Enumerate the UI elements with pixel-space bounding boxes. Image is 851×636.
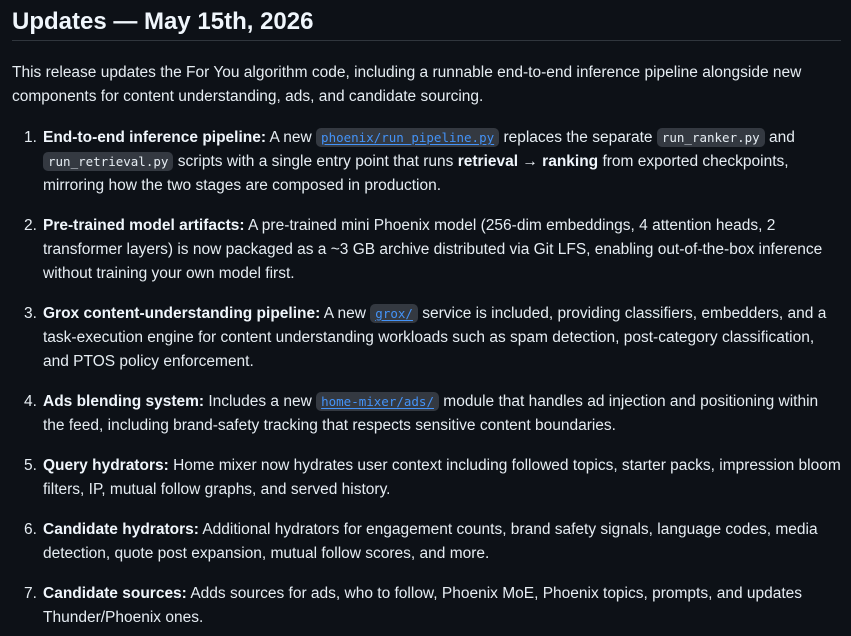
item-text: and — [769, 129, 795, 146]
item-heading: Pre-trained model artifacts: — [43, 217, 245, 234]
item-heading: Candidate sources: — [43, 585, 187, 602]
item-heading: Query hydrators: — [43, 457, 169, 474]
grox-link[interactable] — [370, 305, 418, 322]
title-divider — [12, 40, 841, 41]
run-pipeline-link[interactable] — [316, 129, 499, 146]
item-number: 6. — [24, 521, 37, 538]
item-text: from exported checkpoints, mirroring how the two stages are composed in production. — [43, 153, 789, 194]
item-text: Home mixer now hydrates user context including followed topics, starter packs, impression bloom filters, IP, mutual follow graphs, and served history. — [43, 457, 841, 498]
home-mixer-ads-link[interactable] — [316, 393, 439, 410]
item-text: Additional hydrators for engagement counts, brand safety signals, language codes, media detection, quote post expansion, mutual follow scores, and more. — [43, 521, 818, 562]
item-bold-text: retrieval → ranking — [457, 153, 599, 170]
item-number: 3. — [24, 305, 37, 322]
item-number: 5. — [24, 457, 37, 474]
list-item — [12, 214, 841, 286]
code-grox: grox/ — [370, 304, 418, 323]
page-title: Updates — May 15th, 2026 — [12, 8, 314, 35]
code-run-retrieval: run_retrieval.py — [43, 152, 173, 171]
item-text: module that handles ad injection and positioning within the feed, including brand-safety tracking that respects sensitive content boundaries. — [43, 393, 819, 434]
item-text: scripts with a single entry point that runs — [177, 153, 454, 170]
code-run-pipeline: phoenix/run_pipeline.py — [316, 128, 499, 147]
item-number: 7. — [24, 585, 37, 602]
item-number: 1. — [24, 129, 37, 146]
item-number: 2. — [24, 217, 37, 234]
intro-paragraph: This release updates the For You algorithm code, including a runnable end-to-end inference pipeline alongside new components for content understanding, ads, and candidate sourcing. — [12, 64, 802, 105]
item-heading: End-to-end inference pipeline: — [43, 129, 267, 146]
list-item — [12, 302, 841, 374]
updates-list — [12, 126, 841, 630]
list-item — [12, 518, 841, 566]
list-item — [12, 126, 841, 198]
item-number: 4. — [24, 393, 37, 410]
code-run-ranker: run_ranker.py — [657, 128, 765, 147]
item-text: Adds sources for ads, who to follow, Phoenix MoE, Phoenix topics, prompts, and updates Thunder/Phoenix ones. — [43, 585, 803, 626]
item-text: Includes a new — [208, 393, 312, 410]
list-item — [12, 454, 841, 502]
item-text: service is included, providing classifiers, embedders, and a task-execution engine for content understanding workloads such as spam detection, post-category classification, and PTOS policy enforcement. — [43, 305, 827, 370]
item-text: replaces the separate — [503, 129, 653, 146]
item-text: A new — [269, 129, 312, 146]
code-home-mixer-ads: home-mixer/ads/ — [316, 392, 439, 411]
item-text: A pre-trained mini Phoenix model (256-dim embeddings, 4 attention heads, 2 transformer layers) is now packaged as a ~3 GB archive distributed via Git LFS, enabling out-of-the-box inference without training your own model first. — [43, 217, 823, 282]
item-heading: Candidate hydrators: — [43, 521, 199, 538]
item-text: A new — [323, 305, 366, 322]
list-item — [12, 582, 841, 630]
item-heading: Ads blending system: — [43, 393, 205, 410]
list-item — [12, 390, 841, 438]
item-heading: Grox content-understanding pipeline: — [43, 305, 321, 322]
